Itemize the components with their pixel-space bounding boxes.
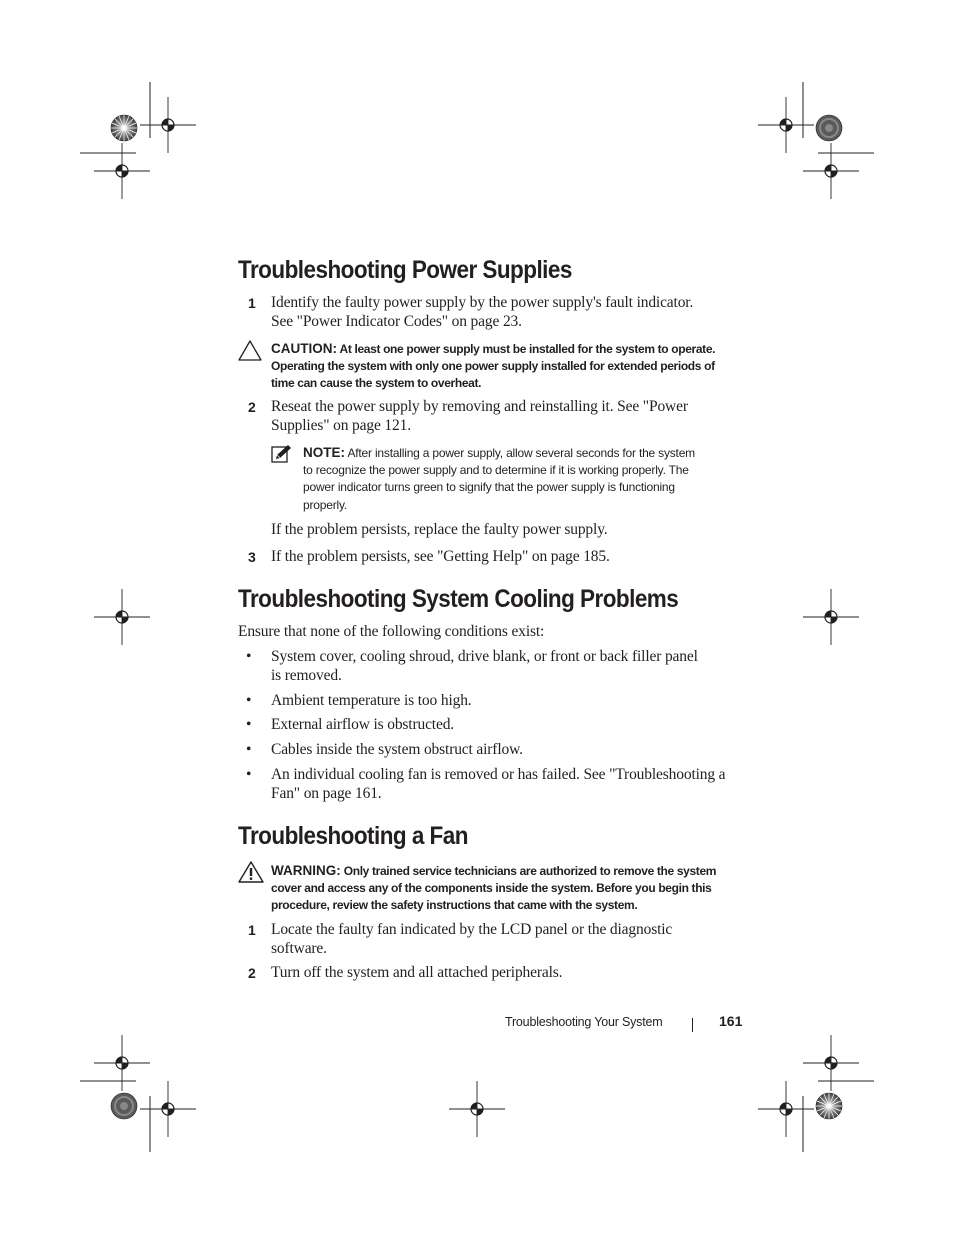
list-item-line: Fan" on page 161. — [271, 785, 382, 802]
step-number: 1 — [248, 922, 256, 938]
page-number: 161 — [719, 1013, 743, 1029]
list-item — [271, 647, 741, 685]
note-notice — [303, 444, 743, 514]
paragraph: Ensure that none of the following conditions exist: — [238, 623, 545, 640]
step-number: 2 — [248, 965, 256, 981]
warning-notice — [271, 862, 741, 915]
heading-troubleshooting-power-supplies: Troubleshooting Power Supplies — [238, 256, 572, 284]
caution-label: CAUTION: — [271, 341, 337, 356]
crop-mark-top-right — [758, 82, 874, 199]
caution-text: time can cause the system to overheat. — [271, 376, 482, 391]
step-text-line: Identify the faulty power supply by the power supply's fault indicator. — [271, 294, 694, 311]
warning-text: cover and access any of the components inside the system. Before you begin this — [271, 881, 712, 896]
step-text-line: software. — [271, 940, 327, 957]
warning-text: procedure, review the safety instructions that came with the system. — [271, 898, 638, 913]
caution-text: At least one power supply must be installed for the system to operate. — [339, 342, 716, 356]
bullet-marker: • — [246, 716, 252, 733]
crop-mark-mid-left — [94, 589, 150, 645]
list-item — [271, 765, 741, 803]
warning-text: Only trained service technicians are authorized to remove the system — [343, 864, 717, 878]
list-item-line: An individual cooling fan is removed or has failed. See "Troubleshooting a — [271, 766, 726, 783]
bullet-marker: • — [246, 648, 252, 665]
heading-troubleshooting-system-cooling-problems: Troubleshooting System Cooling Problems — [238, 585, 679, 613]
crop-mark-top-left — [80, 82, 196, 199]
caution-notice — [271, 340, 741, 393]
bullet-marker: • — [246, 766, 252, 783]
step-text-line: Locate the faulty fan indicated by the LCD panel or the diagnostic — [271, 921, 673, 938]
step-text — [271, 397, 741, 435]
step-text — [271, 920, 741, 958]
list-item-line: is removed. — [271, 667, 342, 684]
paragraph: If the problem persists, replace the faulty power supply. — [271, 521, 608, 538]
step-text-line: Reseat the power supply by removing and reinstalling it. See "Power — [271, 398, 688, 415]
caution-text: Operating the system with only one power supply installed for extended periods of — [271, 359, 715, 374]
caution-triangle-icon — [238, 340, 262, 361]
list-item: External airflow is obstructed. — [271, 716, 455, 733]
note-label: NOTE: — [303, 445, 345, 460]
footer-chapter-label: Troubleshooting Your System — [505, 1015, 663, 1029]
step-text-line: See "Power Indicator Codes" on page 23. — [271, 313, 522, 330]
heading-troubleshooting-a-fan: Troubleshooting a Fan — [238, 822, 468, 850]
step-text-line: Supplies" on page 121. — [271, 417, 411, 434]
crop-mark-bottom-center — [449, 1081, 505, 1137]
step-number: 3 — [248, 549, 256, 565]
note-text: properly. — [303, 497, 347, 512]
warning-exclamation-triangle-icon — [238, 861, 264, 883]
crop-mark-mid-right — [803, 589, 859, 645]
step-text — [271, 293, 741, 331]
list-item: Ambient temperature is too high. — [271, 692, 472, 709]
list-item: Cables inside the system obstruct airflow. — [271, 741, 523, 758]
step-number: 1 — [248, 295, 256, 311]
step-text: Turn off the system and all attached peripherals. — [271, 964, 563, 981]
list-item-line: System cover, cooling shroud, drive blank, or front or back filler panel — [271, 648, 698, 665]
bullet-marker: • — [246, 692, 252, 709]
crop-mark-bottom-right — [758, 1035, 874, 1152]
step-number: 2 — [248, 399, 256, 415]
crop-mark-bottom-left — [80, 1035, 196, 1152]
bullet-marker: • — [246, 741, 252, 758]
note-text: After installing a power supply, allow several seconds for the system — [347, 446, 695, 460]
note-pencil-icon — [271, 444, 292, 464]
warning-label: WARNING: — [271, 863, 341, 878]
note-text: power indicator turns green to signify that the power supply is functioning — [303, 480, 675, 495]
footer-separator — [692, 1018, 693, 1032]
note-text: to recognize the power supply and to determine if it is working properly. The — [303, 463, 689, 478]
step-text: If the problem persists, see "Getting Help" on page 185. — [271, 548, 610, 565]
